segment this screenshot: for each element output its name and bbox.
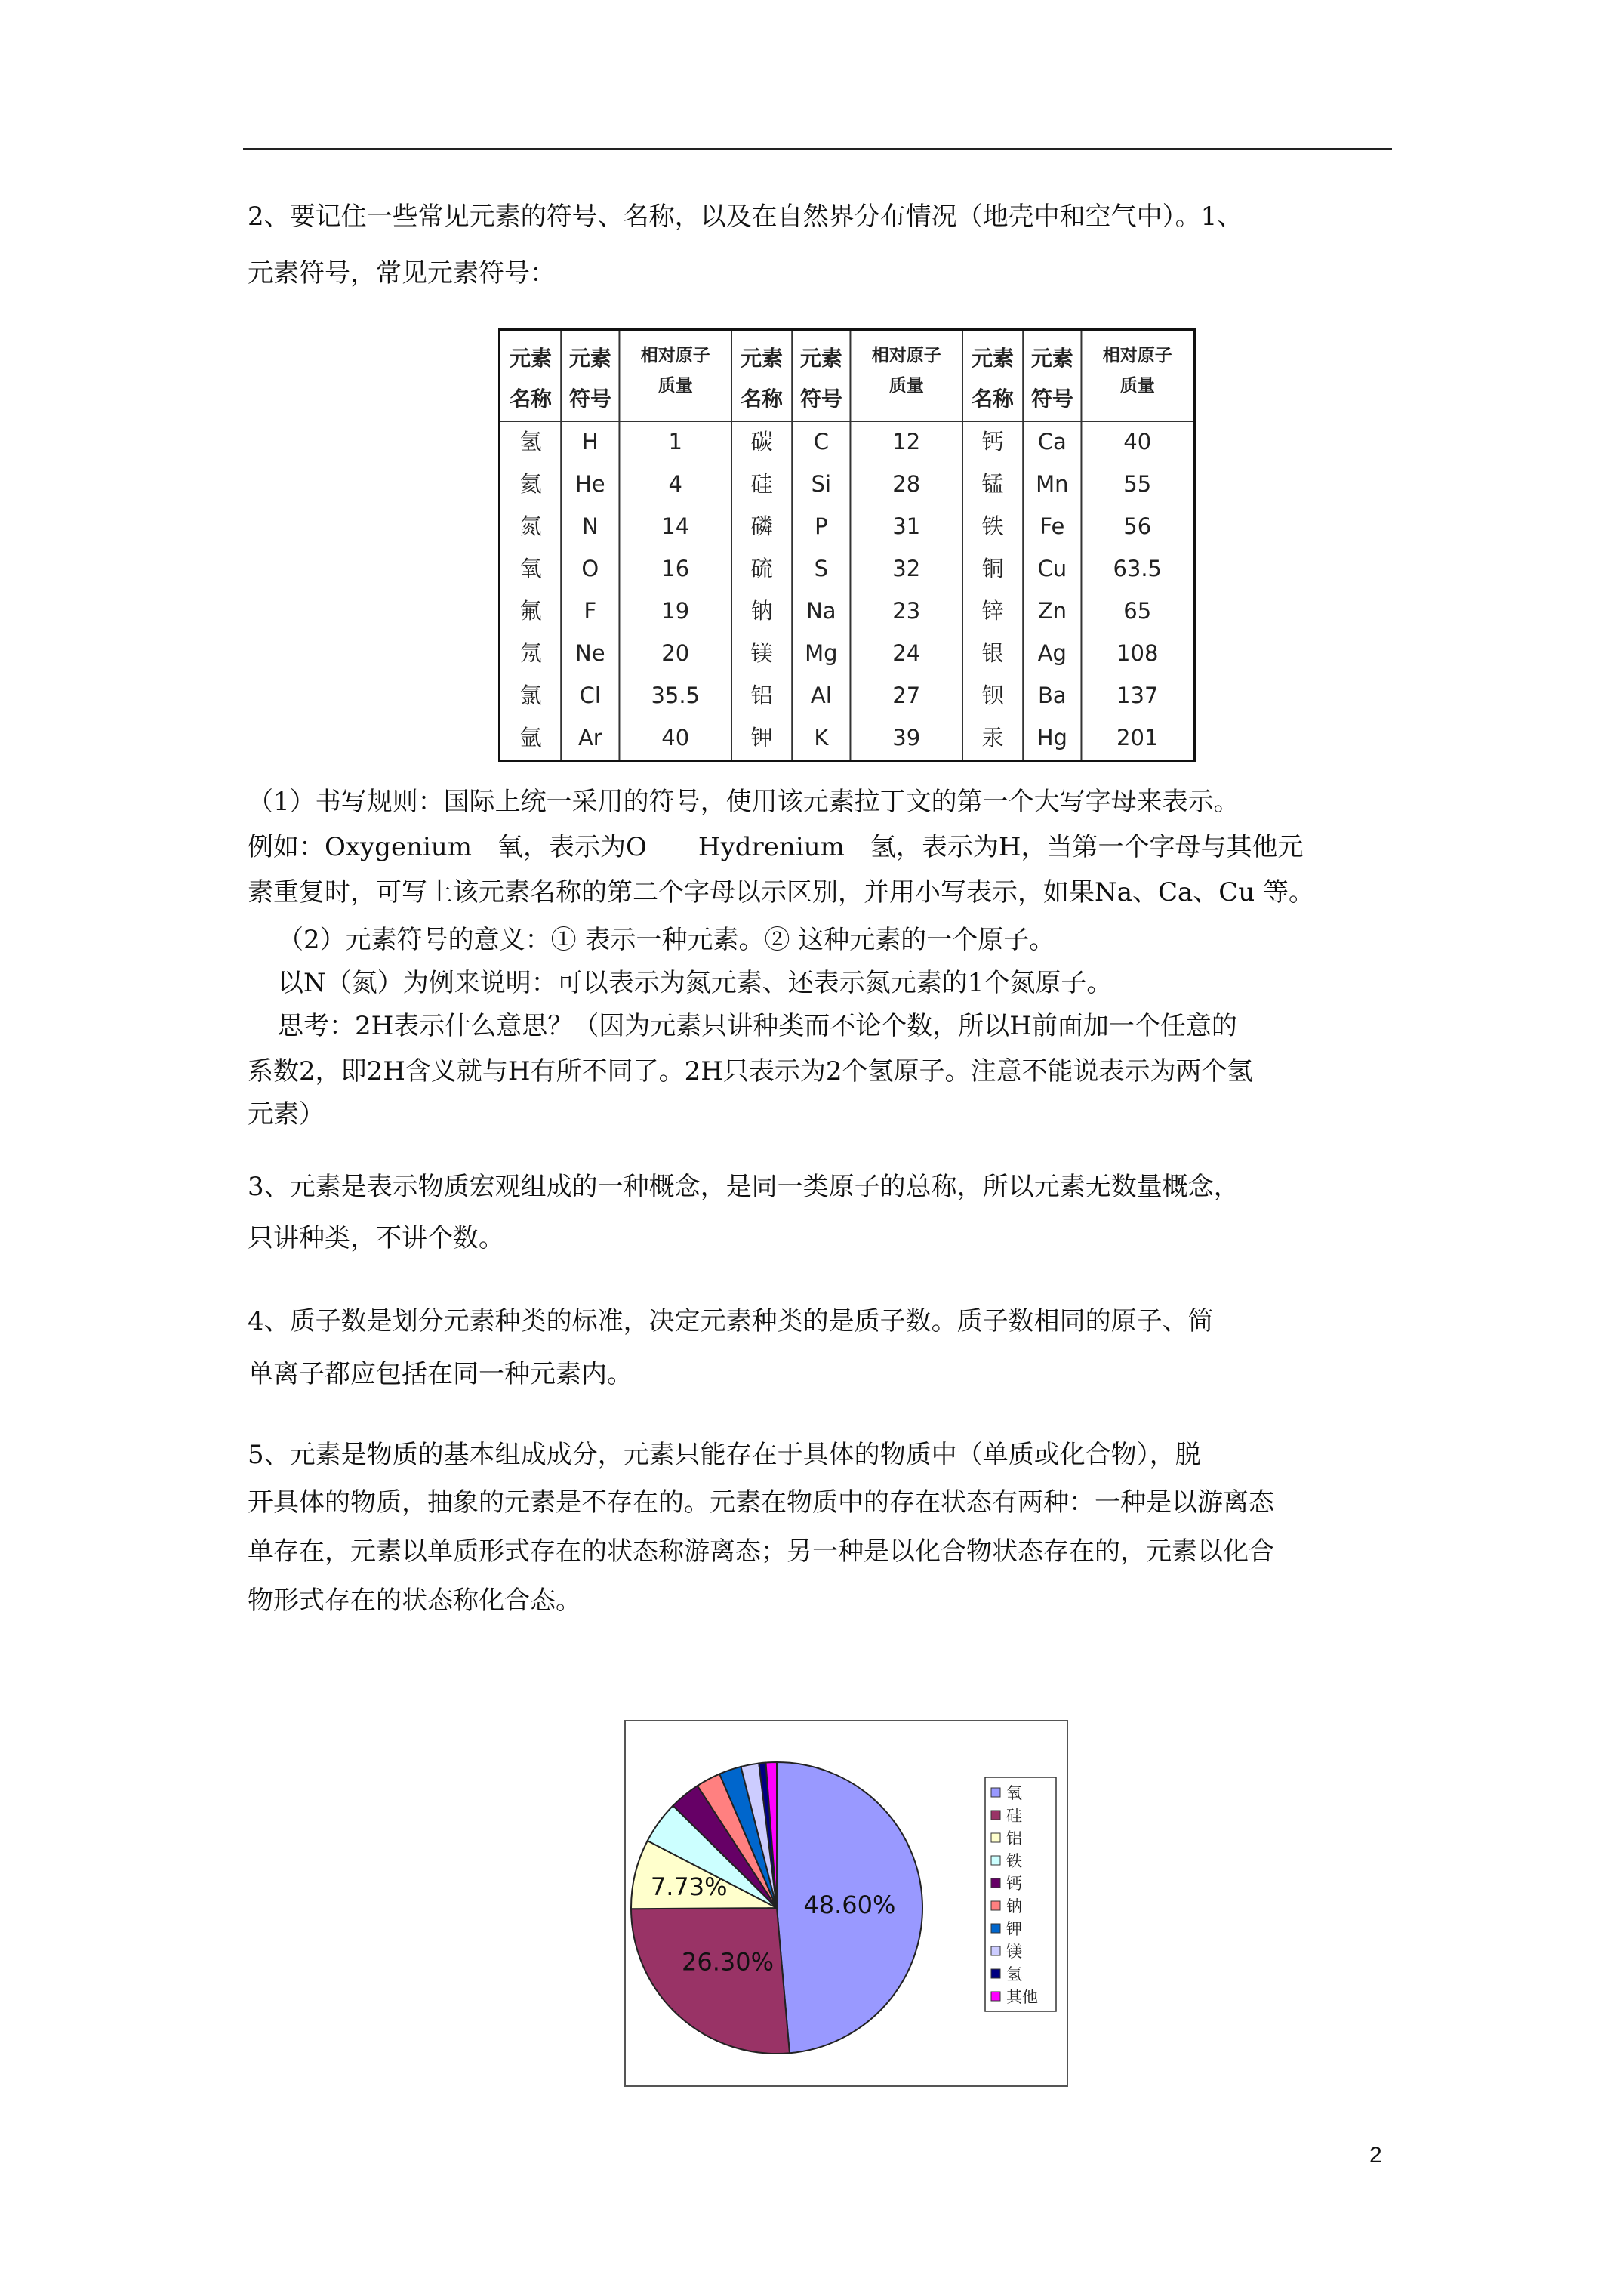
table-cell: S: [814, 555, 829, 581]
table-header-text: 元素: [972, 346, 1015, 371]
paragraph-2-line-1: 2、要记住一些常见元素的符号、名称，以及在自然界分布情况（地壳中和空气中）。1、: [248, 202, 1243, 232]
legend-label: 其他: [1006, 1988, 1038, 2006]
legend-swatch: [991, 1878, 1000, 1888]
table-cell: 氖: [519, 639, 542, 666]
legend-swatch: [991, 1992, 1000, 2001]
table-cell: 铜: [981, 555, 1004, 581]
table-cell: Cl: [579, 682, 601, 708]
writing-rule-line-1: （1）书写规则：国际上统一采用的符号，使用该元素拉丁文的第一个大写字母来表示。: [248, 787, 1240, 817]
table-cell: 钙: [981, 428, 1004, 455]
table-cell: 钠: [750, 597, 773, 624]
table-cell: 32: [892, 555, 921, 581]
think-line-2: 系数2，即2H含义就与H有所不同了。2H只表示为2个氢原子。注意不能说表示为两个氢: [248, 1056, 1253, 1086]
table-cell: 31: [892, 513, 921, 539]
legend-label: 铁: [1006, 1852, 1022, 1870]
crust-element-pie-chart: [624, 1720, 1068, 2087]
table-cell: 锌: [981, 597, 1004, 624]
table-cell: 23: [892, 597, 921, 624]
paragraph-5-line-1: 5、元素是物质的基本组成成分，元素只能存在于具体的物质中（单质或化合物），脱: [248, 1440, 1201, 1470]
table-cell: 24: [892, 639, 921, 666]
table-header-text: 名称: [972, 387, 1015, 411]
think-line-3: 元素）: [248, 1099, 325, 1130]
table-cell: 201: [1116, 724, 1159, 750]
table-cell: 108: [1116, 639, 1159, 666]
table-cell: 35.5: [651, 682, 701, 708]
table-cell: 40: [1123, 428, 1152, 455]
table-cell: 镁: [750, 639, 773, 666]
table-cell: Hg: [1036, 724, 1067, 750]
table-header-text: 符号: [799, 387, 842, 411]
table-cell: H: [581, 428, 599, 455]
table-cell: F: [584, 597, 597, 624]
legend-label: 钾: [1006, 1920, 1022, 1938]
table-cell: 锰: [981, 470, 1004, 497]
paragraph-4-line-2: 单离子都应包括在同一种元素内。: [248, 1359, 633, 1389]
table-cell: Na: [806, 597, 836, 624]
table-cell: 19: [661, 597, 690, 624]
table-cell: 137: [1116, 682, 1159, 708]
paragraph-3-line-1: 3、元素是表示物质宏观组成的一种概念，是同一类原子的总称，所以元素无数量概念，: [248, 1172, 1240, 1202]
legend-swatch: [991, 1856, 1000, 1865]
table-header-text: 名称: [510, 387, 553, 411]
paragraph-5-line-4: 物形式存在的状态称化合态。: [248, 1586, 581, 1616]
table-cell: 氢: [519, 428, 542, 455]
legend-swatch: [991, 1946, 1000, 1955]
table-cell: 氟: [519, 597, 542, 624]
table-cell: 1: [668, 428, 682, 455]
table-header-text: 质量: [658, 376, 693, 396]
paragraph-3-line-2: 只讲种类，不讲个数。: [248, 1223, 504, 1253]
table-cell: 钡: [981, 682, 1004, 708]
table-cell: Ba: [1037, 682, 1067, 708]
legend-swatch: [991, 1924, 1000, 1933]
legend-label: 氢: [1006, 1965, 1022, 1983]
table-cell: Al: [810, 682, 832, 708]
table-header-text: 元素: [1030, 346, 1073, 371]
paragraph-2-line-2: 元素符号，常见元素符号：: [248, 258, 556, 288]
table-cell: C: [813, 428, 829, 455]
table-cell: 20: [661, 639, 690, 666]
table-cell: Ar: [577, 724, 602, 750]
think-line-1: 思考：2H表示什么意思？（因为元素只讲种类而不论个数，所以H前面加一个任意的: [278, 1011, 1237, 1041]
table-cell: 碳: [750, 428, 773, 455]
legend-label: 镁: [1006, 1943, 1022, 1961]
writing-rule-line-3: 素重复时，可写上该元素名称的第二个字母以示区别，并用小写表示，如果Na、Ca、Cu 等。: [248, 877, 1315, 908]
table-cell: K: [814, 724, 829, 750]
table-cell: 钾: [750, 724, 773, 750]
table-cell: N: [581, 513, 599, 539]
paragraph-5-line-3: 单存在，元素以单质形式存在的状态称游离态；另一种是以化合物状态存在的，元素以化合: [248, 1536, 1274, 1567]
table-cell: 16: [661, 555, 690, 581]
legend-label: 钠: [1006, 1897, 1022, 1915]
legend-swatch: [991, 1969, 1000, 1978]
table-cell: 磷: [750, 513, 773, 539]
table-cell: 40: [661, 724, 690, 750]
table-cell: He: [575, 470, 605, 497]
table-cell: 12: [892, 428, 921, 455]
table-cell: 28: [892, 470, 921, 497]
table-cell: 硅: [750, 470, 773, 497]
table-cell: 56: [1123, 513, 1152, 539]
table-cell: 氯: [519, 682, 542, 708]
table-cell: 39: [892, 724, 921, 750]
table-cell: Mg: [805, 639, 838, 666]
table-header-text: 名称: [741, 387, 784, 411]
table-cell: 14: [661, 513, 690, 539]
legend-label: 钙: [1006, 1875, 1022, 1893]
table-header-text: 元素: [741, 346, 784, 371]
legend-swatch: [991, 1833, 1000, 1842]
table-cell: 55: [1123, 470, 1152, 497]
table-header-text: 符号: [568, 387, 611, 411]
table-cell: 氦: [519, 470, 542, 497]
table-header-text: 相对原子: [640, 346, 710, 365]
table-cell: 氩: [519, 724, 542, 750]
table-cell: 银: [981, 639, 1004, 666]
table-cell: 27: [892, 682, 921, 708]
symbol-meaning: （2）元素符号的意义：① 表示一种元素。② 这种元素的一个原子。: [278, 925, 1055, 955]
table-cell: Cu: [1037, 555, 1067, 581]
table-cell: 氮: [519, 513, 542, 539]
pie-slice-label: 26.30%: [682, 1947, 775, 1977]
table-cell: O: [581, 555, 599, 581]
legend-label: 铝: [1006, 1829, 1022, 1848]
writing-rule-line-2: 例如：Oxygenium 氧，表示为O Hydrenium 氢，表示为H，当第一个字母与其他元: [248, 832, 1304, 862]
table-cell: 铝: [750, 682, 773, 708]
pie-slice-label: 48.60%: [803, 1890, 896, 1919]
table-cell: 4: [668, 470, 682, 497]
table-cell: Fe: [1039, 513, 1065, 539]
table-header-text: 质量: [888, 376, 924, 396]
table-cell: 氧: [519, 555, 542, 581]
table-header-text: 质量: [1119, 376, 1155, 396]
pie-slice-1: [631, 1908, 790, 2054]
table-header-text: 元素: [510, 346, 553, 371]
table-cell: 硫: [750, 555, 773, 581]
table-cell: Si: [811, 470, 832, 497]
table-header-text: 元素: [568, 346, 611, 371]
nitrogen-example: 以N（氮）为例来说明：可以表示为氮元素、还表示氮元素的1个氮原子。: [278, 968, 1113, 998]
table-cell: 汞: [981, 724, 1004, 750]
legend-swatch: [991, 1788, 1000, 1797]
table-header-text: 元素: [799, 346, 842, 371]
table-cell: P: [815, 513, 828, 539]
header-rule: [243, 148, 1392, 150]
table-header-text: 相对原子: [1102, 346, 1172, 365]
table-header-text: 相对原子: [871, 346, 941, 365]
paragraph-4-line-1: 4、质子数是划分元素种类的标准，决定元素种类的是质子数。质子数相同的原子、简: [248, 1306, 1214, 1336]
legend-swatch: [991, 1901, 1000, 1910]
paragraph-5-line-2: 开具体的物质，抽象的元素是不存在的。元素在物质中的存在状态有两种：一种是以游离态: [248, 1487, 1274, 1518]
legend-label: 氧: [1006, 1784, 1022, 1802]
table-cell: Ag: [1037, 639, 1067, 666]
table-cell: Ca: [1037, 428, 1067, 455]
legend-label: 硅: [1006, 1807, 1022, 1825]
page-number: 2: [1369, 2143, 1382, 2168]
element-symbol-table: [498, 328, 1196, 762]
table-cell: 63.5: [1113, 555, 1163, 581]
pie-slice-label: 7.73%: [650, 1872, 728, 1901]
table-cell: Ne: [575, 639, 605, 666]
table-header-text: 符号: [1030, 387, 1073, 411]
table-cell: 铁: [981, 513, 1004, 539]
legend-swatch: [991, 1811, 1000, 1820]
table-cell: 65: [1123, 597, 1152, 624]
table-cell: Mn: [1036, 470, 1069, 497]
table-cell: Zn: [1037, 597, 1067, 624]
